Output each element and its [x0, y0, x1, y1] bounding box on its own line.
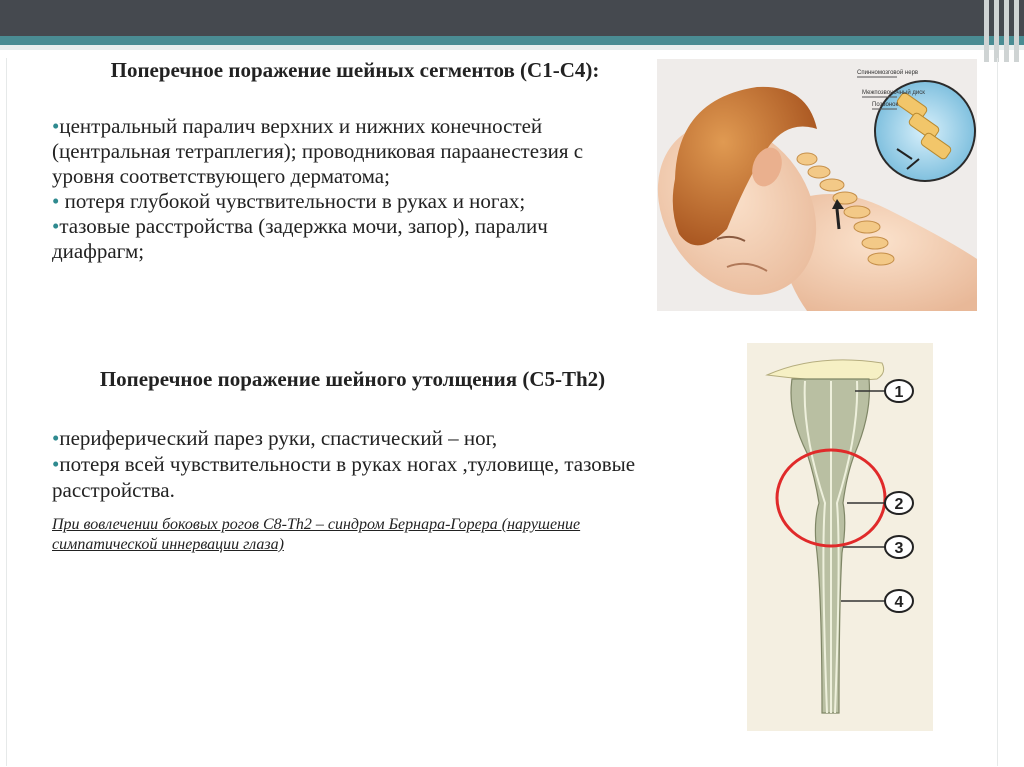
- bullet-icon: •: [52, 114, 60, 138]
- section1-title: Поперечное поражение шейных сегментов (С1-С4):: [110, 58, 600, 82]
- bullet-icon: •: [52, 189, 60, 213]
- spinal-cord-illustration: [747, 343, 933, 731]
- horner-syndrome-note: При вовлечении боковых рогов С8-Th2 – синдром Бернара-Горера (нарушение симпатической иннервации глаза): [52, 516, 581, 553]
- list-item: •периферический парез руки, спастический – ног,: [52, 426, 498, 450]
- neck-label-disc: Межпозвоночный диск: [862, 90, 925, 96]
- bullet-icon: •: [52, 426, 60, 450]
- spinal-cord-svg: [747, 343, 933, 731]
- slide-corner-stripes: [984, 0, 1024, 62]
- section1-bullets: [52, 114, 612, 264]
- spine-marker-1: 1: [894, 384, 904, 401]
- slide-light-strip: [0, 45, 1024, 50]
- spine-marker-3: 3: [894, 540, 904, 557]
- section2-title: Поперечное поражение шейного утолщения (С5-Th2): [99, 367, 606, 391]
- neck-label-vertebra: Позвонок: [872, 102, 899, 108]
- neck-illustration-svg: [657, 59, 977, 311]
- list-item: •центральный паралич верхних и нижних конечностей (центральная тетраплегия); проводниковая параанестезия с уровня соответствующего дерматома;: [52, 114, 584, 188]
- slide-accent-strip: [0, 36, 1024, 45]
- neck-illustration: [657, 59, 977, 311]
- bullet-icon: •: [52, 452, 60, 476]
- section2-bullets: [52, 425, 642, 503]
- slide-top-bar: [0, 0, 1024, 36]
- bullet-icon: •: [52, 214, 60, 238]
- list-item: •потеря всей чувствительности в руках ногах ,туловище, тазовые расстройства.: [52, 452, 636, 502]
- list-item: • потеря глубокой чувствительности в руках и ногах;: [52, 189, 526, 213]
- spine-marker-2: 2: [894, 496, 904, 513]
- neck-label-nerve: Спинномозговой нерв: [857, 70, 919, 76]
- list-item: •тазовые расстройства (задержка мочи, запор), паралич диафрагм;: [52, 214, 548, 263]
- spine-marker-4: 4: [894, 594, 904, 611]
